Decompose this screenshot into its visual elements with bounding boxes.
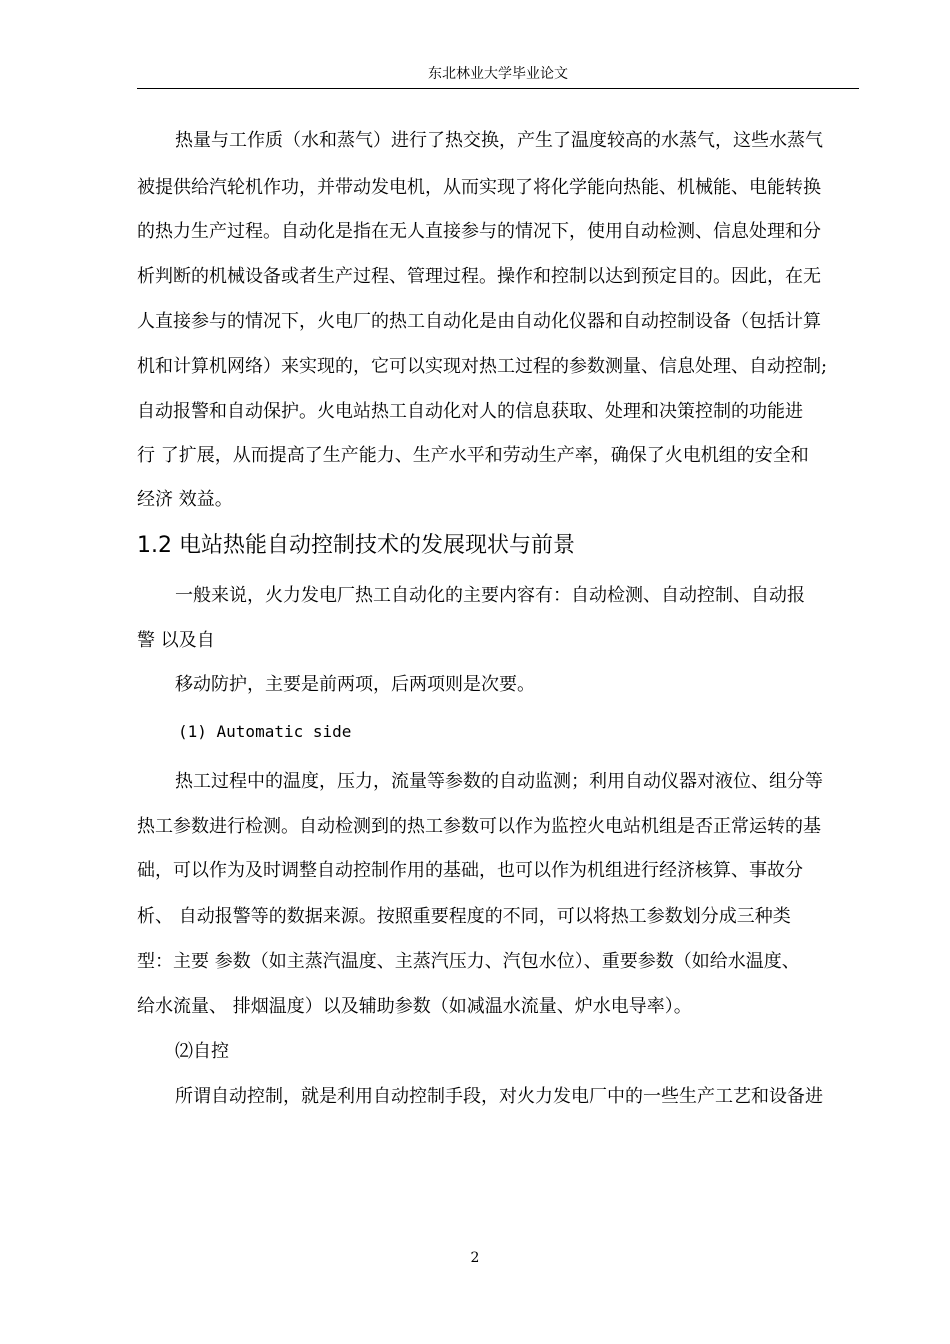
paragraph-line: 给水流量、 排烟温度）以及辅助参数（如减温水流量、炉水电导率）。 — [137, 996, 692, 1017]
list-item-heading: ⑵自控 — [175, 1041, 229, 1062]
paragraph-line: 所谓自动控制，就是利用自动控制手段，对火力发电厂中的一些生产工艺和设备进 — [175, 1086, 823, 1107]
paragraph-line: 热工过程中的温度，压力，流量等参数的自动监测；利用自动仪器对液位、组分等 — [175, 771, 823, 792]
paragraph-line: 行 了扩展，从而提高了生产能力、生产水平和劳动生产率，确保了火电机组的安全和 — [137, 445, 809, 466]
paragraph-line: 自动报警和自动保护。火电站热工自动化对人的信息获取、处理和决策控制的功能进 — [137, 401, 803, 422]
paragraph-line: 机和计算机网络）来实现的，它可以实现对热工过程的参数测量、信息处理、自动控制; — [137, 356, 828, 377]
running-header: 东北林业大学毕业论文 — [428, 66, 568, 82]
paragraph-line: 经济 效益。 — [137, 489, 233, 510]
section-heading: 1.2 电站热能自动控制技术的发展现状与前景 — [137, 533, 575, 558]
paragraph-line: 警 以及自 — [137, 630, 215, 651]
paragraph-line: 一般来说，火力发电厂热工自动化的主要内容有：自动检测、自动控制、自动报 — [175, 585, 805, 606]
paragraph-line: 型：主要 参数（如主蒸汽温度、主蒸汽压力、汽包水位）、重要参数（如给水温度、 — [137, 951, 800, 972]
header-rule — [137, 88, 859, 89]
paragraph-line: 热工参数进行检测。自动检测到的热工参数可以作为监控火电站机组是否正常运转的基 — [137, 816, 821, 837]
paragraph-line: 被提供给汽轮机作功，并带动发电机，从而实现了将化学能向热能、机械能、电能转换 — [137, 177, 821, 198]
list-item-heading: (1) Automatic side — [178, 722, 352, 741]
page-number: 2 — [470, 1250, 480, 1266]
paragraph-line: 热量与工作质（水和蒸气）进行了热交换，产生了温度较高的水蒸气，这些水蒸气 — [175, 130, 823, 151]
paragraph-line: 移动防护，主要是前两项，后两项则是次要。 — [175, 674, 535, 695]
paragraph-line: 析判断的机械设备或者生产过程、管理过程。操作和控制以达到预定目的。因此，在无 — [137, 266, 821, 287]
paragraph-line: 析、 自动报警等的数据来源。按照重要程度的不同，可以将热工参数划分成三种类 — [137, 906, 791, 927]
paragraph-line: 础，可以作为及时调整自动控制作用的基础，也可以作为机组进行经济核算、事故分 — [137, 860, 803, 881]
paragraph-line: 人直接参与的情况下，火电厂的热工自动化是由自动化仪器和自动控制设备（包括计算 — [137, 311, 821, 332]
paragraph-line: 的热力生产过程。自动化是指在无人直接参与的情况下，使用自动检测、信息处理和分 — [137, 221, 821, 242]
